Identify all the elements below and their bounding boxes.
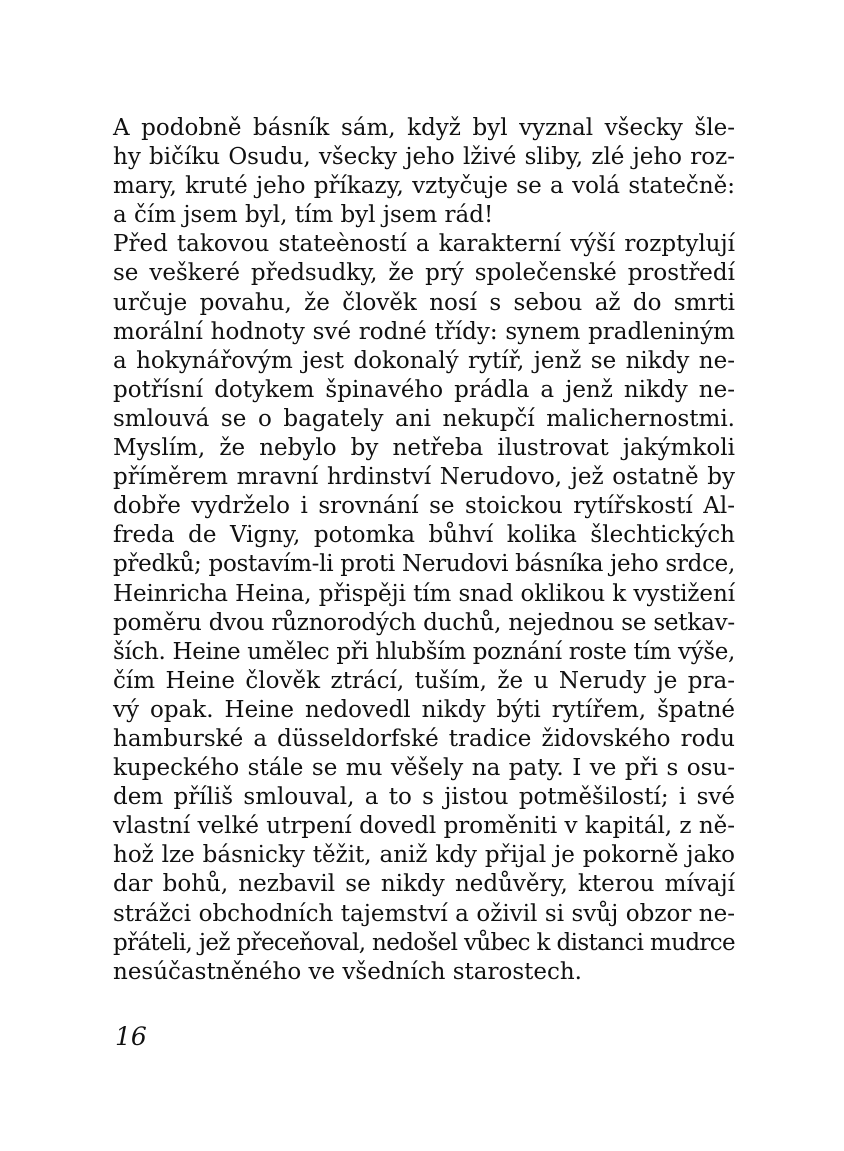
text-line: dobře vydrželo i srovnání se stoickou rytířskostí Al- <box>113 493 735 520</box>
text-line: a hokynářovým jest dokonalý rytíř, jenž se nikdy ne- <box>113 347 735 374</box>
text-line: potřísní dotykem špinavého prádla a jenž nikdy ne- <box>113 376 735 403</box>
text-line: určuje povahu, že člověk nosí s sebou až do smrti <box>113 289 735 316</box>
body-text <box>113 114 735 987</box>
text-line: Myslím, že nebylo by netřeba ilustrovat jakýmkoli <box>113 435 735 462</box>
text-line: se veškeré předsudky, že prý společenské prostředí <box>113 260 735 287</box>
text-line: Před takovou stateèností a karakterní výší rozptylují <box>113 231 735 258</box>
text-line: morální hodnoty své rodné třídy: synem pradleniným <box>113 318 735 345</box>
text-line: mary, kruté jeho příkazy, vztyčuje se a volá statečně: <box>113 173 735 200</box>
text-line: vlastní velké utrpení dovedl proměniti v kapitál, z ně- <box>113 813 735 840</box>
text-line: předků; postavím-li proti Nerudovi básníka jeho srdce, <box>113 551 735 578</box>
text-line: ších. Heine umělec při hlubším poznání roste tím výše, <box>113 638 735 665</box>
page-number: 16 <box>115 1022 147 1051</box>
text-line: poměru dvou různorodých duchů, nejednou se setkav- <box>113 609 735 636</box>
text-line: čím Heine člověk ztrácí, tuším, že u Nerudy je pra- <box>113 667 735 694</box>
text-line: hy bičíku Osudu, všecky jeho lživé sliby, zlé jeho roz- <box>113 144 735 171</box>
text-line: A podobně básník sám, když byl vyznal všecky šle- <box>113 115 735 141</box>
text-line: hož lze básnicky těžit, aniž kdy přijal je pokorně jako <box>113 842 735 869</box>
text-line: strážci obchodních tajemství a oživil si svůj obzor ne- <box>113 900 735 927</box>
text-line: dem příliš smlouval, a to s jistou potměšilostí; i své <box>113 784 735 811</box>
text-line: nesúčastněného ve všedních starostech. <box>113 958 582 985</box>
text-line: smlouvá se o bagately ani nekupčí malichernostmi. <box>113 405 735 432</box>
text-line: kupeckého stále se mu věšely na paty. I ve při s osu- <box>113 755 735 782</box>
text-line: a čím jsem byl, tím byl jsem rád! <box>113 202 494 229</box>
text-line: dar bohů, nezbavil se nikdy nedůvěry, kterou mívají <box>113 871 735 898</box>
text-line: přáteli, jež přeceňoval, nedošel vůbec k distanci mudrce <box>113 929 735 956</box>
text-line: freda de Vigny, potomka bůhví kolika šlechtických <box>113 522 735 549</box>
text-line: hamburské a düsseldorfské tradice židovského rodu <box>113 725 735 752</box>
text-line: příměrem mravní hrdinství Nerudovo, jež ostatně by <box>113 464 735 491</box>
text-line: vý opak. Heine nedovedl nikdy býti rytířem, špatné <box>113 696 735 723</box>
text-line: Heinricha Heina, přispěji tím snad oklikou k vystižení <box>113 580 735 607</box>
